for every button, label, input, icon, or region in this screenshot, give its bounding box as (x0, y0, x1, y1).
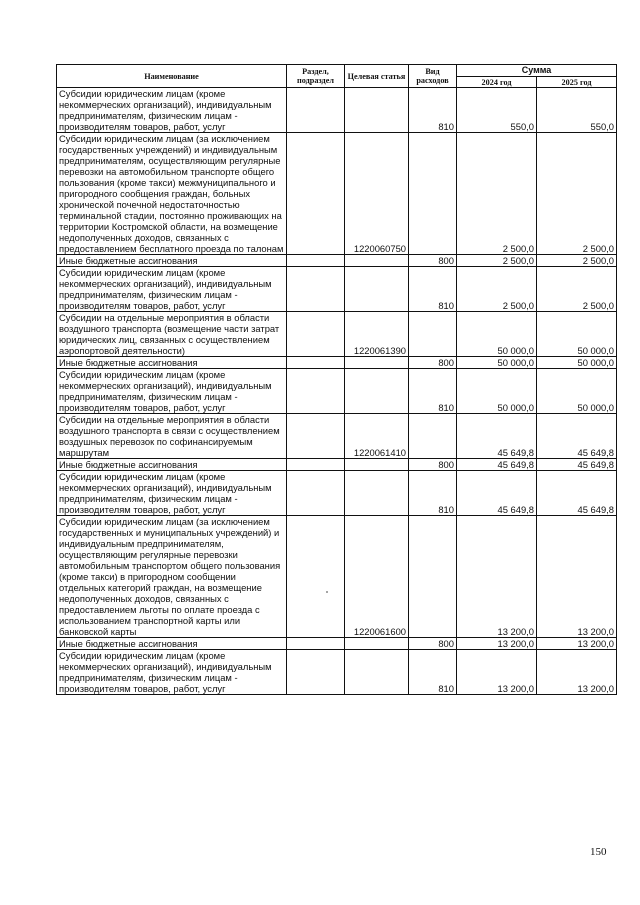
cell-y2024: 50 000,0 (457, 369, 537, 414)
cell-name: Иные бюджетные ассигнования (57, 459, 287, 471)
cell-y2024: 550,0 (457, 88, 537, 133)
cell-kind: 800 (409, 638, 457, 650)
cell-name: Иные бюджетные ассигнования (57, 357, 287, 369)
cell-y2025: 13 200,0 (537, 650, 617, 695)
cell-y2025: 50 000,0 (537, 369, 617, 414)
table-row (57, 650, 617, 695)
table-row (57, 267, 617, 312)
cell-target: 1220061410 (345, 414, 409, 459)
cell-target (345, 88, 409, 133)
cell-kind (409, 414, 457, 459)
cell-section (287, 255, 345, 267)
header-name: Наименование (57, 65, 287, 88)
cell-y2025: 13 200,0 (537, 516, 617, 638)
cell-y2024: 45 649,8 (457, 471, 537, 516)
header-target: Целевая статья (345, 65, 409, 88)
cell-name: Субсидии юридическим лицам (кроме некоммерческих организаций), индивидуальным предпринимателям, физическим лицам - производителям товаров, работ, услуг (57, 650, 287, 695)
cell-section (287, 650, 345, 695)
header-row (57, 65, 617, 77)
cell-section (287, 471, 345, 516)
cell-target: 1220061600 (345, 516, 409, 638)
cell-name: Субсидии юридическим лицам (кроме некоммерческих организаций), индивидуальным предпринимателям, физическим лицам - производителям товаров, работ, услуг (57, 369, 287, 414)
cell-y2024: 2 500,0 (457, 255, 537, 267)
header-kind: Вид расходов (409, 65, 457, 88)
cell-name: Субсидии юридическим лицам (кроме некоммерческих организаций), индивидуальным предпринимателям, физическим лицам - производителям товаров, работ, услуг (57, 267, 287, 312)
cell-y2025: 50 000,0 (537, 357, 617, 369)
table-row (57, 88, 617, 133)
cell-section (287, 369, 345, 414)
cell-kind: 810 (409, 267, 457, 312)
cell-y2025: 45 649,8 (537, 471, 617, 516)
cell-kind: 810 (409, 88, 457, 133)
cell-y2025: 45 649,8 (537, 459, 617, 471)
cell-y2025: 2 500,0 (537, 255, 617, 267)
table-row (57, 414, 617, 459)
cell-y2024: 50 000,0 (457, 357, 537, 369)
cell-y2025: 13 200,0 (537, 638, 617, 650)
cell-name: Иные бюджетные ассигнования (57, 638, 287, 650)
page-number: 150 (590, 846, 607, 858)
cell-kind (409, 312, 457, 357)
header-sum: Сумма (457, 65, 617, 77)
cell-section (287, 88, 345, 133)
table-row (57, 312, 617, 357)
cell-kind: 800 (409, 459, 457, 471)
table-row (57, 133, 617, 255)
cell-y2024: 2 500,0 (457, 267, 537, 312)
table-row (57, 369, 617, 414)
cell-y2025: 550,0 (537, 88, 617, 133)
cell-section (287, 516, 345, 638)
header-year-2024: 2024 год (457, 77, 537, 88)
cell-section (287, 638, 345, 650)
cell-y2025: 2 500,0 (537, 133, 617, 255)
cell-name: Субсидии на отдельные мероприятия в области воздушного транспорта (возмещение части затрат юридических лиц, связанных с осуществлением аэропортовой деятельности) (57, 312, 287, 357)
cell-target (345, 471, 409, 516)
cell-y2024: 13 200,0 (457, 650, 537, 695)
table-body (57, 88, 617, 695)
scan-dot (326, 591, 328, 593)
cell-target: 1220061390 (345, 312, 409, 357)
cell-name: Субсидии юридическим лицам (за исключением государственных учреждений) и индивидуальным предпринимателям, осуществляющим регулярные перевозки на автомобильном транспорте общего пользования (кроме такси) межмуниципального и пригородного сообщения граждан, больных хронической почечной недостаточностью терминальной стадии, постоянно проживающих на территории Костромской области, на возмещение недополученных доходов, связанных с предоставлением бесплатного проезда по талонам (57, 133, 287, 255)
cell-section (287, 414, 345, 459)
cell-y2025: 2 500,0 (537, 267, 617, 312)
cell-kind: 810 (409, 471, 457, 516)
cell-target (345, 357, 409, 369)
cell-target (345, 255, 409, 267)
cell-section (287, 357, 345, 369)
cell-target (345, 369, 409, 414)
cell-y2025: 45 649,8 (537, 414, 617, 459)
cell-kind: 810 (409, 650, 457, 695)
cell-name: Субсидии юридическим лицам (кроме некоммерческих организаций), индивидуальным предпринимателям, физическим лицам - производителям товаров, работ, услуг (57, 88, 287, 133)
cell-target (345, 267, 409, 312)
cell-kind: 800 (409, 255, 457, 267)
cell-name: Субсидии юридическим лицам (за исключением государственных и муниципальных учреждений) и индивидуальным предпринимателям, осуществляющим регулярные перевозки автомобильным транспортом общего пользования (кроме такси) в пригородном сообщении отдельных категорий граждан, на возмещение недополученных доходов, связанных с предоставлением льготы по оплате проезда с использованием транспортной карты или банковской карты (57, 516, 287, 638)
cell-kind (409, 516, 457, 638)
cell-name: Иные бюджетные ассигнования (57, 255, 287, 267)
cell-target (345, 459, 409, 471)
cell-target: 1220060750 (345, 133, 409, 255)
cell-name: Субсидии юридическим лицам (кроме некоммерческих организаций), индивидуальным предпринимателям, физическим лицам - производителям товаров, работ, услуг (57, 471, 287, 516)
table-row (57, 357, 617, 369)
cell-name: Субсидии на отдельные мероприятия в области воздушного транспорта в связи с осуществлением воздушных перевозок по софинансируемым маршрутам (57, 414, 287, 459)
cell-y2024: 13 200,0 (457, 638, 537, 650)
table-row (57, 638, 617, 650)
cell-y2024: 2 500,0 (457, 133, 537, 255)
cell-y2024: 50 000,0 (457, 312, 537, 357)
cell-section (287, 267, 345, 312)
table-row (57, 516, 617, 638)
cell-y2024: 45 649,8 (457, 414, 537, 459)
header-year-2025: 2025 год (537, 77, 617, 88)
cell-y2024: 13 200,0 (457, 516, 537, 638)
cell-section (287, 133, 345, 255)
cell-section (287, 459, 345, 471)
cell-kind: 810 (409, 369, 457, 414)
cell-kind: 800 (409, 357, 457, 369)
table-row (57, 459, 617, 471)
cell-target (345, 638, 409, 650)
header-section: Раздел, подраздел (287, 65, 345, 88)
cell-y2025: 50 000,0 (537, 312, 617, 357)
cell-target (345, 650, 409, 695)
budget-table (56, 64, 617, 695)
cell-y2024: 45 649,8 (457, 459, 537, 471)
table-row (57, 255, 617, 267)
cell-kind (409, 133, 457, 255)
cell-section (287, 312, 345, 357)
table-row (57, 471, 617, 516)
